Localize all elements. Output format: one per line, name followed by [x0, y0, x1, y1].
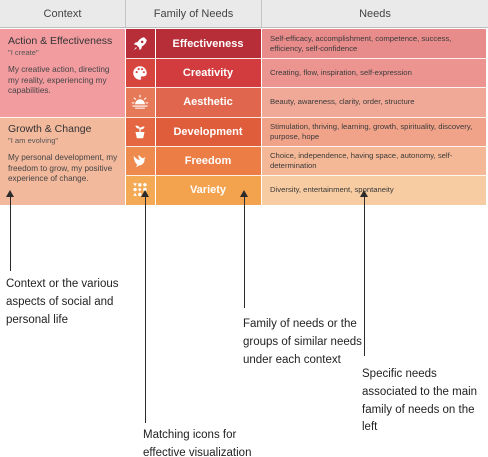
- palette-icon: [125, 58, 155, 87]
- header-family-of-needs: Family of Needs: [125, 0, 262, 28]
- needs-freedom: Choice, independence, having space, autonomy, self-determination: [262, 146, 486, 175]
- annotation-context: Context or the various aspects of social and personal life: [6, 278, 119, 326]
- header-needs: Needs: [262, 0, 488, 28]
- row-separator: [125, 87, 486, 88]
- arrow-family-line: [244, 196, 245, 308]
- context-description: My personal development, my freedom to grow, my positive experience of change.: [8, 153, 118, 184]
- context-quote: "I am evolving": [8, 136, 59, 146]
- row-separator: [125, 175, 486, 176]
- needs-development: Stimulation, thriving, learning, growth, spirituality, discovery, purpose, hope: [262, 117, 486, 146]
- needs-creativity: Creating, flow, inspiration, self-expression: [262, 58, 486, 87]
- row-separator: [125, 58, 486, 59]
- context-action-effectiveness: [0, 29, 125, 117]
- context-title: Growth & Change: [8, 123, 92, 135]
- context-description: My creative action, directing my reality, experiencing my capabilities.: [8, 65, 110, 96]
- header-divider: [125, 0, 126, 28]
- shapes-icon: [125, 175, 155, 205]
- arrow-icons-line: [145, 196, 146, 423]
- header-divider: [261, 0, 262, 28]
- dove-icon: [125, 146, 155, 175]
- context-growth-change: [0, 117, 125, 205]
- column-separator: [155, 28, 156, 205]
- arrow-context-line: [10, 196, 11, 271]
- family-freedom: Freedom: [155, 146, 261, 175]
- rocket-icon: [125, 29, 155, 58]
- family-creativity: Creativity: [155, 58, 261, 87]
- column-separator: [261, 28, 262, 205]
- needs-aesthetic: Beauty, awareness, clarity, order, structure: [262, 87, 486, 117]
- header-context: Context: [0, 0, 125, 28]
- annotation-family: Family of needs or the groups of similar needs under each context: [243, 318, 362, 366]
- family-aesthetic: Aesthetic: [155, 87, 261, 117]
- needs-variety: Diversity, entertainment, spontaneity: [262, 175, 486, 205]
- needs-effectiveness: Self-efficacy, accomplishment, competence, success, efficiency, self-confidence: [262, 29, 486, 58]
- context-title: Action & Effectiveness: [8, 35, 113, 47]
- family-development: Development: [155, 117, 261, 146]
- row-separator: [0, 117, 486, 118]
- family-variety: Variety: [155, 175, 261, 205]
- annotation-icons: Matching icons for effective visualization: [143, 429, 252, 457]
- row-separator: [125, 146, 486, 147]
- arrow-needs-line: [364, 196, 365, 356]
- family-effectiveness: Effectiveness: [155, 29, 261, 58]
- annotation-needs: Specific needs associated to the main family of needs on the left: [362, 368, 478, 434]
- column-separator: [125, 28, 126, 205]
- context-quote: "I create": [8, 48, 39, 58]
- sprout-icon: [125, 117, 155, 146]
- sunrise-icon: [125, 87, 155, 117]
